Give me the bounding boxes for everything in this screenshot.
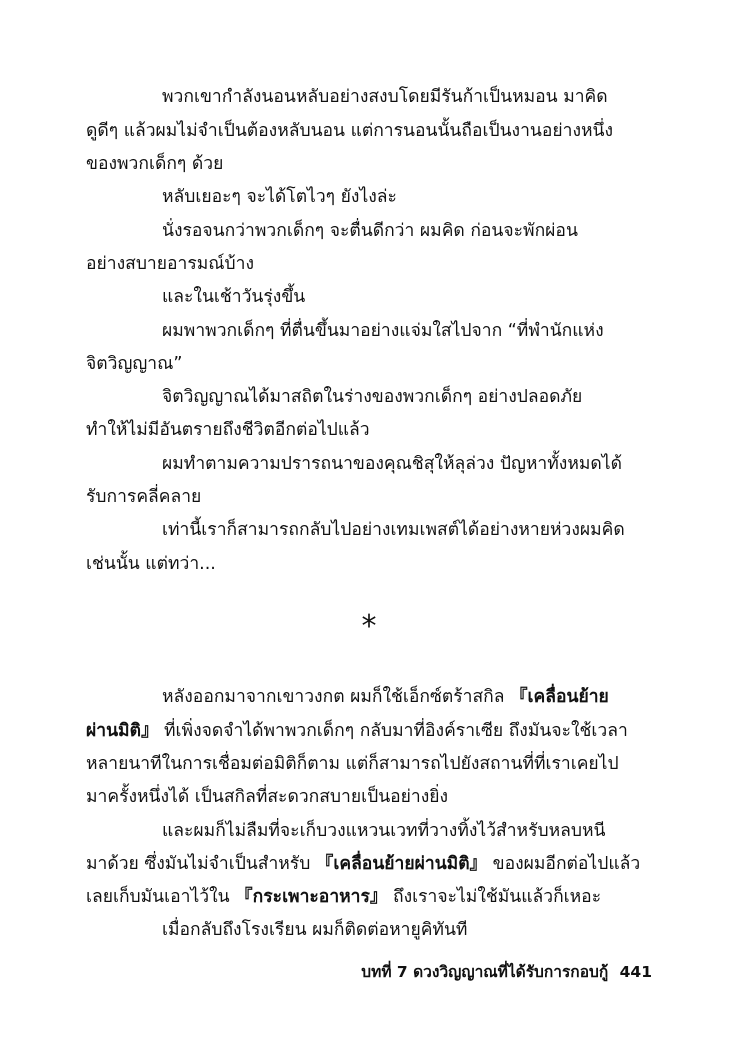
skill-name-bold: ผ่านมิติ』 [86,721,159,741]
paragraph-1-line-1: พวกเขากำลังนอนหลับอย่างสงบโดยมีรันก้าเป็นหมอน มาคิด [162,87,608,107]
paragraph-5-line-2: จิตวิญญาณ” [86,354,183,374]
text-run: ของผมอีกต่อไปแล้ว [487,854,641,874]
paragraph-3-line-1: นั่งรอจนกว่าพวกเด็กๆ จะตื่นดีกว่า ผมคิด ก่อนจะพักผ่อน [162,221,578,241]
page-number: 441 [619,963,652,981]
skill-name-bold: 『เคลื่อนย้าย [510,687,609,707]
section2-paragraph-1-line-4: มาครั้งหนึ่งได้ เป็นสกิลที่สะดวกสบายเป็นอย่างยิ่ง [86,787,449,807]
section2-paragraph-3-line-1: เมื่อกลับถึงโรงเรียน ผมก็ติดต่อหายูคิทันที [162,920,468,940]
paragraph-8-line-1: เท่านี้เราก็สามารถกลับไปอย่างเทมเพสต์ได้อย่างหายห่วงผมคิด [162,520,625,540]
section2-paragraph-2-line-1: และผมก็ไม่ลืมที่จะเก็บวงแหวนเวทที่วางทิ้งไว้สำหรับหลบหนี [162,821,606,841]
section2-paragraph-2-line-3 [86,882,652,912]
section2-paragraph-2-line-2 [86,849,652,879]
paragraph-7-line-2: รับการคลี่คลาย [86,487,202,507]
paragraph-8-line-2: เช่นนั้น แต่ทว่า... [86,554,216,574]
text-run: ถึงเราจะไม่ใช้มันแล้วก็เหอะ [387,887,602,907]
text-run: ที่เพิ่งจดจำได้พาพวกเด็กๆ กลับมาที่อิงค์ราเซีย ถึงมันจะใช้เวลา [158,721,628,741]
paragraph-7-line-1: ผมทำตามความปรารถนาของคุณชิสุให้ลุล่วง ปัญหาทั้งหมดได้ [162,454,622,474]
chapter-title: บทที่ 7 ดวงวิญญาณที่ได้รับการกอบกู้ [361,963,609,981]
paragraph-6-line-1: จิตวิญญาณได้มาสถิตในร่างของพวกเด็กๆ อย่างปลอดภัย [162,387,583,407]
skill-name-bold: 『เคลื่อนย้ายผ่านมิติ』 [315,854,488,874]
section2-paragraph-1-line-2 [86,716,652,746]
paragraph-1-line-2: ดูดีๆ แล้วผมไม่จำเป็นต้องหลับนอน แต่การนอนนั้นถือเป็นงานอย่างหนึ่ง [86,121,614,141]
paragraph-4-line-1: และในเช้าวันรุ่งขึ้น [162,287,306,307]
section2-paragraph-1-line-1 [162,682,652,712]
paragraph-5-line-1: ผมพาพวกเด็กๆ ที่ตื่นขึ้นมาอย่างแจ่มใสไปจาก “ที่พำนักแห่ง [162,321,604,341]
paragraph-6-line-2: ทำให้ไม่มีอันตรายถึงชีวิตอีกต่อไปแล้ว [86,420,370,440]
text-run: หลังออกมาจากเขาวงกต ผมก็ใช้เอ็กซ์ตร้าสกิล [162,687,511,707]
section-separator: * [361,609,377,644]
text-run: เลยเก็บมันเอาไว้ใน [86,887,236,907]
paragraph-1-line-3: ของพวกเด็กๆ ด้วย [86,154,224,174]
section2-paragraph-1-line-3: หลายนาทีในการเชื่อมต่อมิติก็ตาม แต่ก็สามารถไปยังสถานที่ที่เราเคยไป [86,754,619,774]
page-footer [361,960,652,984]
paragraph-3-line-2: อย่างสบายอารมณ์บ้าง [86,254,254,274]
text-run: มาด้วย ซึ่งมันไม่จำเป็นสำหรับ [86,854,316,874]
skill-name-bold: 『กระเพาะอาหาร』 [235,887,388,907]
paragraph-2-line-1: หลับเยอะๆ จะได้โตไวๆ ยังไงล่ะ [162,187,397,207]
